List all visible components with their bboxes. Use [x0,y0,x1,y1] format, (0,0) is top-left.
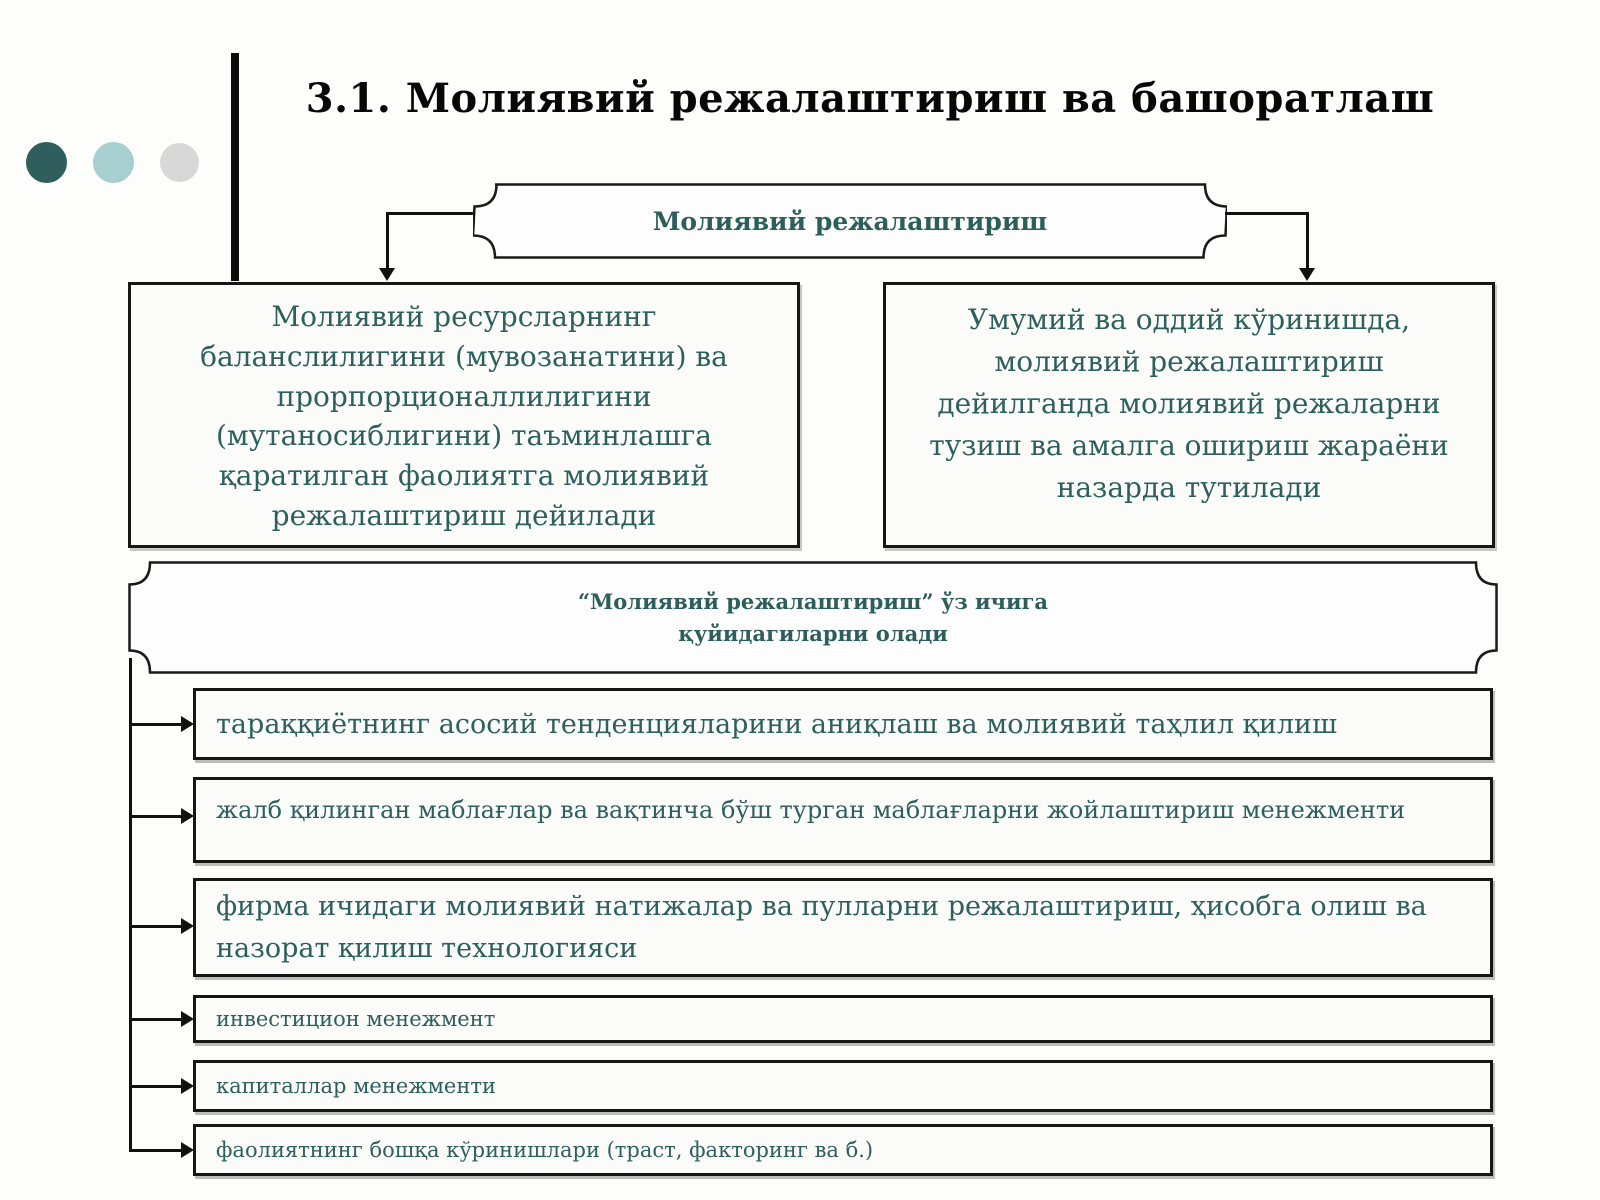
item-arrow-line-4 [129,1018,183,1021]
item-box-3 [193,878,1493,977]
definition-box-right [883,282,1495,548]
item-box-1 [193,688,1493,760]
decorative-vertical-bar [231,53,239,281]
item-text-4: инвестицион менежмент [216,1007,496,1031]
connector-left-horizontal [387,212,475,215]
item-box-5 [193,1060,1493,1112]
decorative-dot-dark-teal [26,142,67,183]
item-arrow-line-3 [129,925,183,928]
decorative-dot-light-teal [93,142,134,183]
item-arrow-line-5 [129,1085,183,1088]
banner-line1: “Молиявий режалаштириш” ўз ичига [577,589,1049,614]
connector-left-arrowhead-icon [379,268,395,281]
item-text-1: тараққиётнинг асосий тенденцияларини аниқлаш ва молиявий таҳлил қилиш [216,708,1338,740]
item-text-3: фирма ичидаги молиявий натижалар ва пулларни режалаштириш, ҳисобга олиш ва назорат қилиш технологияси [216,890,1427,964]
banner-line2: қуйидагиларни олади [678,620,948,646]
root-node-label: Молиявий режалаштириш [652,206,1048,236]
item-arrow-line-6 [129,1149,183,1152]
page-title: 3.1. Молиявий режалаштириш ва башоратлаш [305,75,1435,122]
item-arrow-line-1 [129,723,183,726]
item-text-6: фаолиятнинг бошқа кўринишлари (траст, факторинг ва б.) [216,1138,874,1162]
definition-box-left [128,282,800,548]
item-box-6 [193,1124,1493,1176]
item-box-2 [193,777,1493,863]
item-arrow-line-2 [129,815,183,818]
connector-right-horizontal [1225,212,1309,215]
item-text-5: капиталлар менежменти [216,1074,496,1098]
banner-node [128,561,1498,674]
decorative-dot-gray [160,143,199,182]
connector-right-vertical [1306,212,1309,270]
definition-left-text: Молиявий ресурсларнинг баланслилигини (мувозанатини) ва прорпорционаллилигини (мутаносиблигини) таъминлашга қаратилган фаолиятга молиявий режалаштириш дейилади [200,300,728,532]
item-text-2: жалб қилинган маблағлар ва вақтинча бўш турган маблағларни жойлаштириш менежменти [216,796,1406,824]
connector-left-vertical [386,212,389,270]
root-node [473,183,1227,259]
spine-line [129,658,132,1151]
banner-label [128,561,1498,674]
definition-right-text: Умумий ва оддий кўринишда, молиявий режалаштириш дейилганда молиявий режаларни тузиш ва амалга ошириш жараёни назарда тутилади [929,303,1449,504]
connector-right-arrowhead-icon [1299,268,1315,281]
item-box-4 [193,995,1493,1043]
